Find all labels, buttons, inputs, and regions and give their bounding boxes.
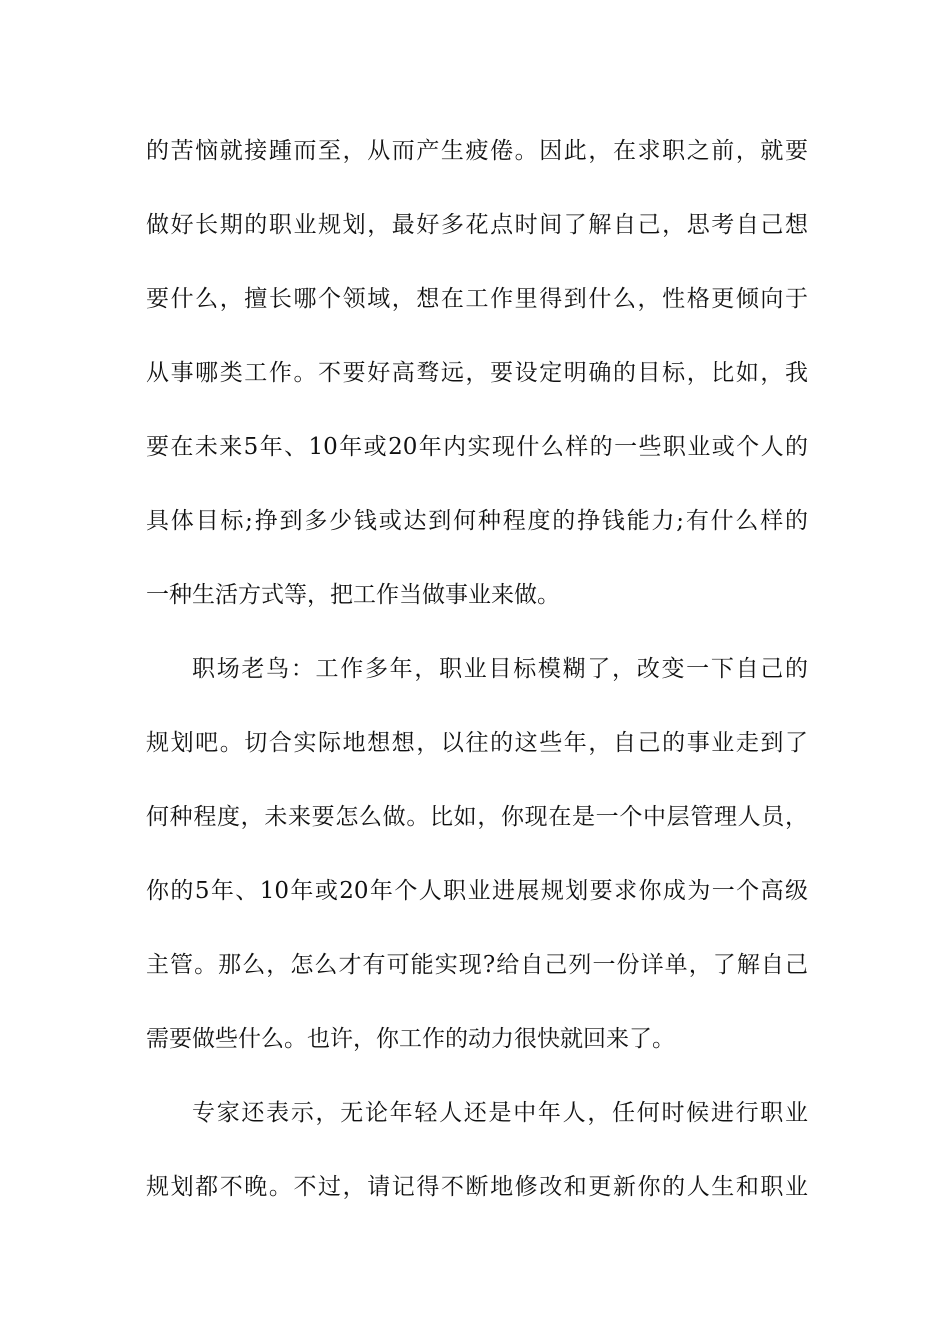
paragraph-1-line-2: 做好长期的职业规划，最好多花点时间了解自己，思考自己想 [146,212,808,238]
paragraph-2-line-6: 需要做些什么。也许，你工作的动力很快就回来了。 [146,1026,675,1052]
paragraph-2-line-2: 规划吧。切合实际地想想，以往的这些年，自己的事业走到了 [146,730,808,756]
paragraph-2-line-4: 你的5年、10年或20年个人职业进展规划要求你成为一个高级 [146,878,808,904]
paragraph-1-line-3: 要什么，擅长哪个领域，想在工作里得到什么，性格更倾向于 [146,286,808,312]
paragraph-1-line-7: 一种生活方式等，把工作当做事业来做。 [146,582,560,608]
paragraph-3-line-2: 规划都不晚。不过，请记得不断地修改和更新你的人生和职业 [146,1174,808,1200]
paragraph-2-line-1: 职场老鸟：工作多年，职业目标模糊了，改变一下自己的 [192,656,808,682]
paragraph-1-line-4: 从事哪类工作。不要好高骛远，要设定明确的目标，比如，我 [146,360,808,386]
paragraph-2-line-3: 何种程度，未来要怎么做。比如，你现在是一个中层管理人员， [146,804,808,830]
document-body [146,128,808,1238]
paragraph-1-line-5: 要在未来5年、10年或20年内实现什么样的一些职业或个人的 [146,434,808,460]
paragraph-1-line-6: 具体目标;挣到多少钱或达到何种程度的挣钱能力;有什么样的 [146,508,808,534]
paragraph-3-line-1: 专家还表示，无论年轻人还是中年人，任何时候进行职业 [192,1100,808,1126]
paragraph-2-line-5: 主管。那么，怎么才有可能实现?给自己列一份详单，了解自己 [146,952,808,978]
paragraph-1-line-1: 的苦恼就接踵而至，从而产生疲倦。因此，在求职之前，就要 [146,138,808,164]
